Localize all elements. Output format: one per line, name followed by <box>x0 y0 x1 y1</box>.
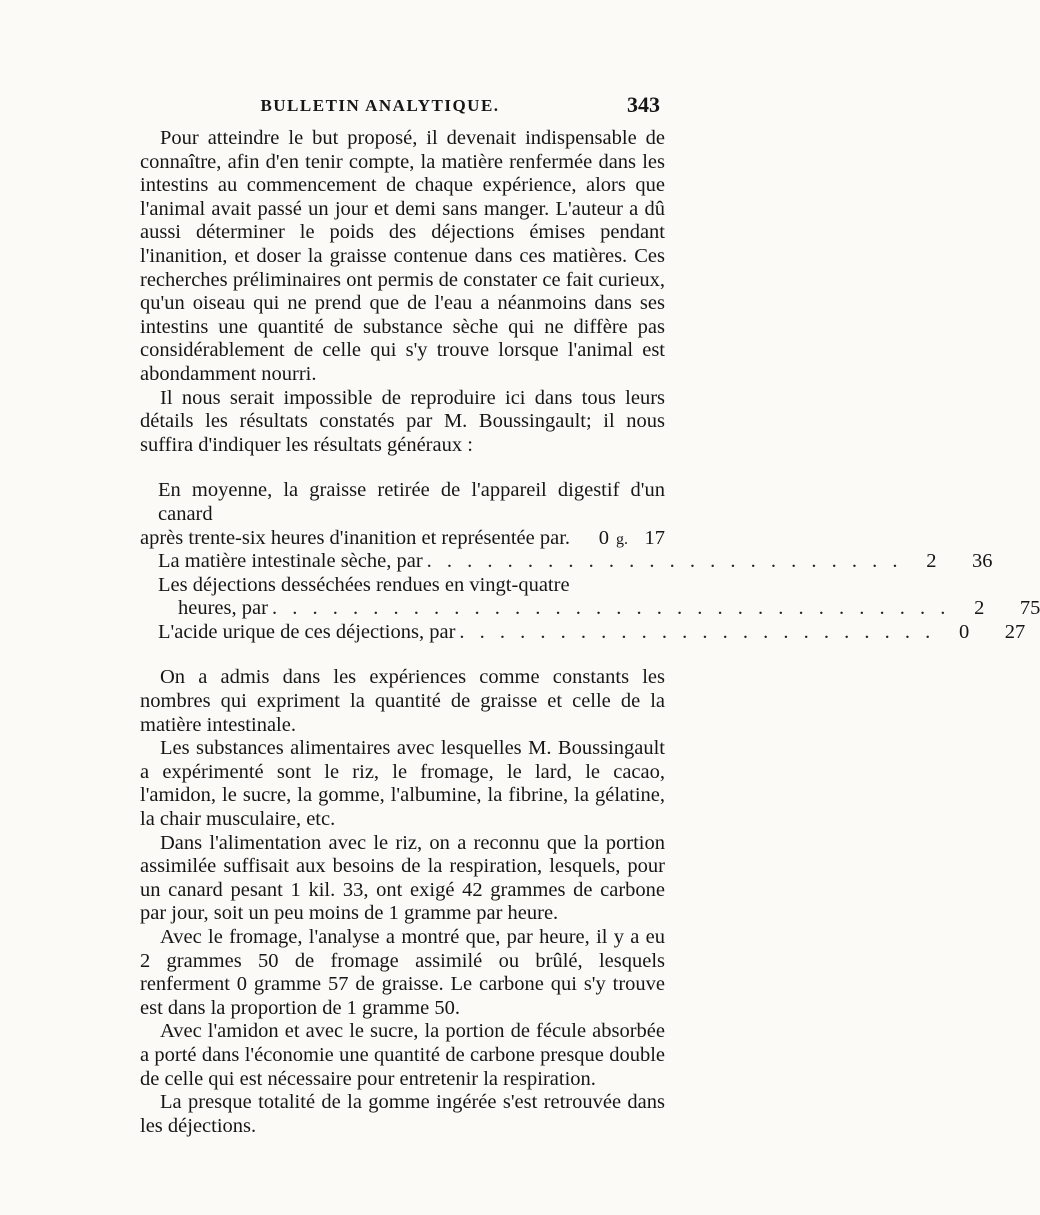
row-label: La matière intestinale sèche, par <box>158 550 423 573</box>
value-decimal: 17 <box>644 526 665 549</box>
paragraph: Il nous serait impossible de reproduire ici dans tous leurs détails les résultats constatés par M. Boussingault; il nous suffira d'indiquer les résultats généraux : <box>140 386 665 456</box>
value-integer: 2 <box>926 550 937 573</box>
value-unit: g. <box>616 530 628 548</box>
body-text <box>140 127 1040 1138</box>
paragraph: La presque totalité de la gomme ingérée s'est retrouvée dans les déjections. <box>140 1091 665 1137</box>
results-intro <box>140 479 665 526</box>
results-row <box>140 620 1026 645</box>
paragraph: Pour atteindre le but proposé, il devenait indispensable de connaître, afin d'en tenir compte, la matière renfermée dans les intestins au commencement de chaque expérience, alors que l'animal avait passé un jour et demi sans manger. L'auteur a dû aussi déterminer le poids des déjections émises pendant l'inanition, et doser la graisse contenue dans ces matières. Ces recherches préliminaires ont permis de constater ce fait curieux, qu'un oiseau qui ne prend que de l'eau a néanmoins dans ses intestins une quantité de substance sèche qui ne diffère pas considérablement de celle qui s'y trouve lorsque l'animal est abondamment nourri. <box>140 127 665 385</box>
value-integer: 0 <box>598 526 609 549</box>
leader-dots: . . . . . . . . . . . . . . . . . . . . . . . . <box>459 620 936 643</box>
spacer <box>140 457 665 479</box>
page-number: 343 <box>627 92 660 117</box>
spacer <box>140 644 665 666</box>
results-row <box>140 527 665 551</box>
row-label: L'acide urique de ces déjections, par <box>158 620 456 643</box>
paragraph: Avec le fromage, l'analyse a montré que, par heure, il y a eu 2 grammes 50 de fromage assimilé ou brûlé, lesquels renferment 0 gramme 57 de graisse. Le carbone qui s'y trouve est dans la proportion de 1 gramme 50. <box>140 926 665 1019</box>
row-label: après trente-six heures d'inanition et représentée par. <box>140 526 571 549</box>
paragraph: Dans l'alimentation avec le riz, on a reconnu que la portion assimilée suffisait aux besoins de la respiration, lesquels, pour un canard pesant 1 kil. 33, ont exigé 42 grammes de carbone par jour, soit un peu moins de 1 gramme par heure. <box>140 831 665 925</box>
paragraph: Avec l'amidon et avec le sucre, la portion de fécule absorbée a porté dans l'économie une quantité de carbone presque double de celle qui est nécessaire pour entretenir la respiration. <box>140 1020 665 1090</box>
value-decimal: 36 <box>972 550 993 573</box>
leader-dots <box>574 527 575 551</box>
value-integer: 0 <box>959 620 970 643</box>
value-decimal: 27 <box>1004 620 1026 643</box>
running-title: BULLETIN ANALYTIQUE. <box>260 96 500 115</box>
row-label: Les déjections desséchées rendues en vingt-quatre <box>158 573 570 596</box>
value-integer: 2 <box>974 597 985 620</box>
leader-dots: . . . . . . . . . . . . . . . . . . . . . . . . . . . . . . . . . . <box>271 597 951 620</box>
results-row <box>140 597 1040 621</box>
results-row <box>140 550 993 574</box>
results-intro-text: En moyenne, la graisse retirée de l'appareil digestif d'un canard <box>158 479 665 525</box>
page-header <box>140 92 660 130</box>
value-decimal: 75 <box>1019 597 1040 620</box>
paragraph: On a admis dans les expériences comme constants les nombres qui expriment la quantité de graisse et celle de la matière intestinale. <box>140 666 665 736</box>
leader-dots: . . . . . . . . . . . . . . . . . . . . . . . . <box>426 550 903 573</box>
results-row <box>140 574 665 598</box>
row-label: heures, par <box>178 597 268 620</box>
paragraph: Les substances alimentaires avec lesquelles M. Boussingault a expérimenté sont le riz, le fromage, le lard, le cacao, l'amidon, le sucre, la gomme, l'albumine, la fibrine, la gélatine, la chair musculaire, etc. <box>140 737 665 831</box>
results-table <box>140 479 1040 644</box>
